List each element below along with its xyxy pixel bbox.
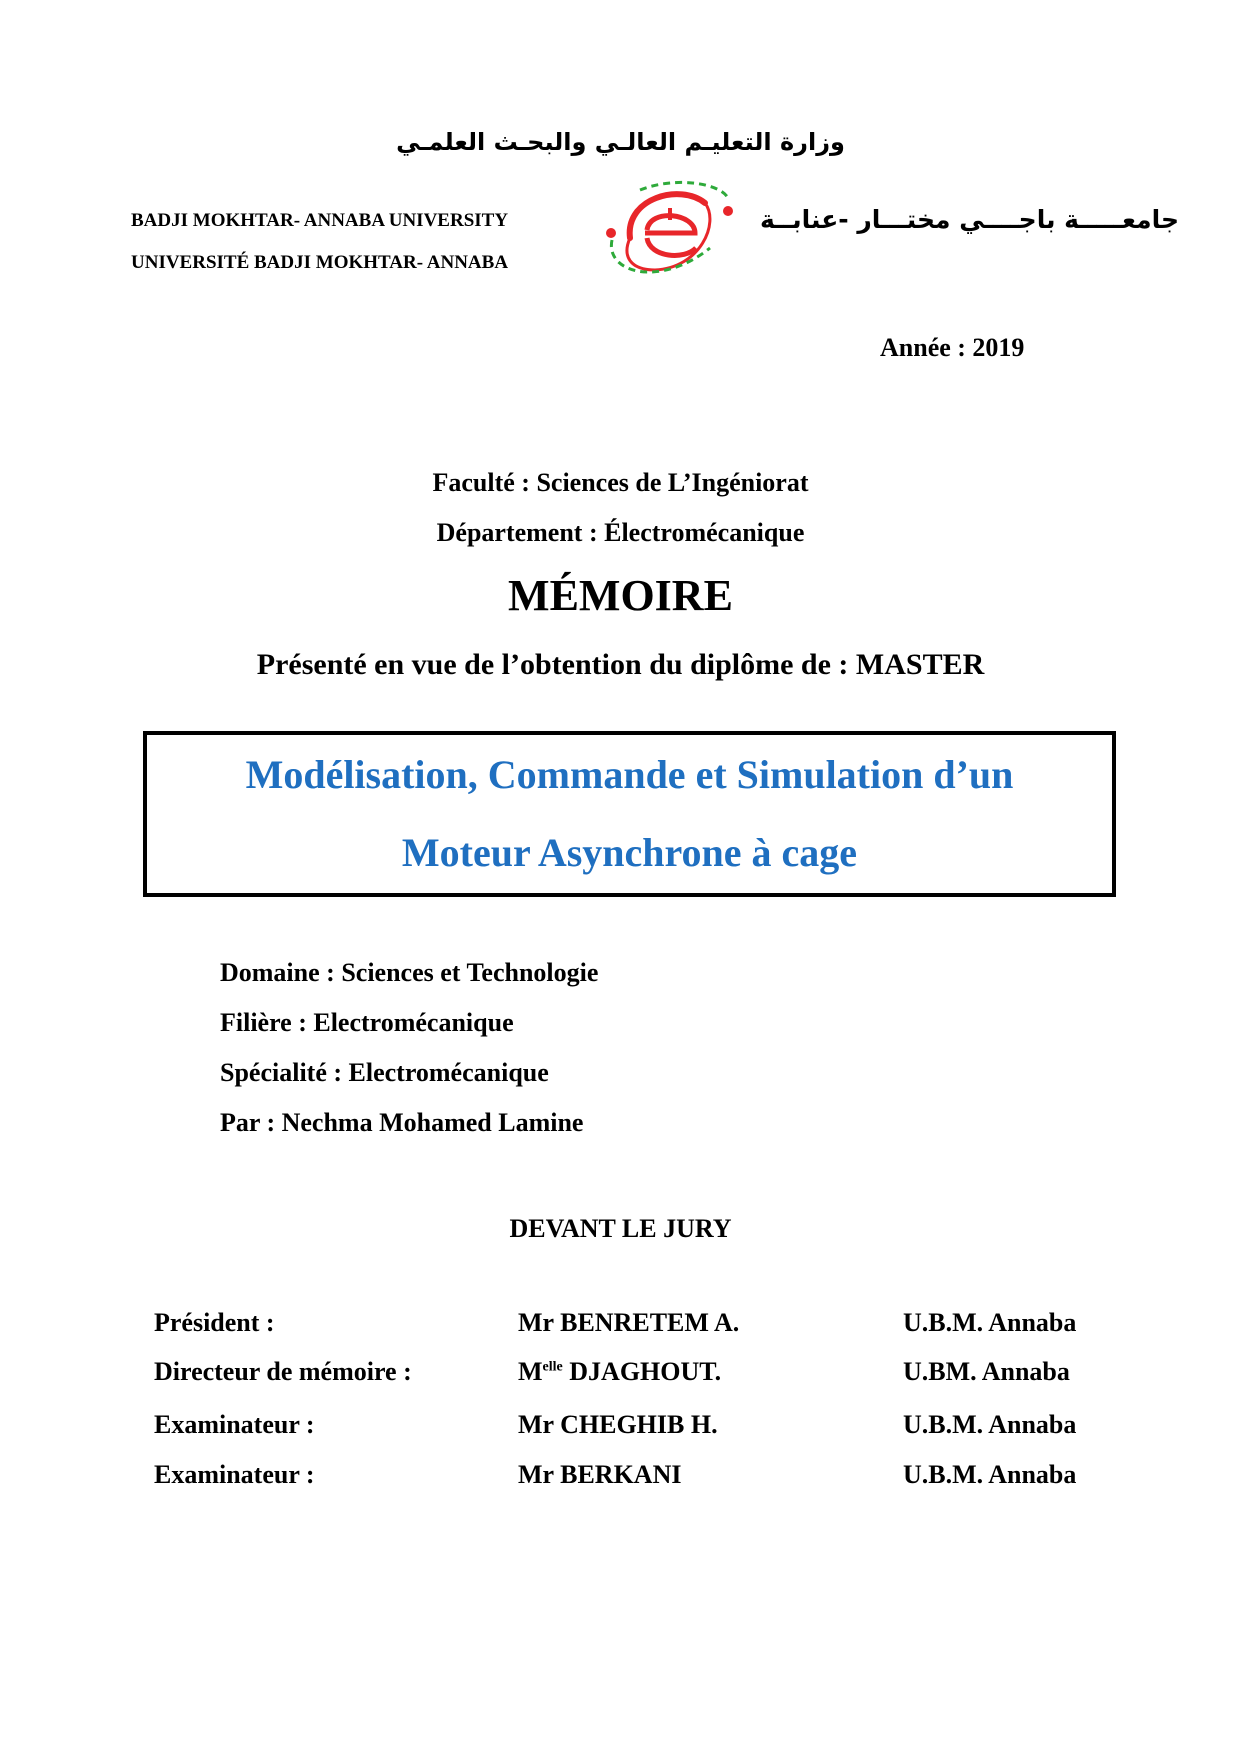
jury-role: Examinateur : [154,1460,315,1489]
ministry-title-ar: وزارة التعليـم العالـي والبحـث العلمـي [396,128,845,156]
jury-role: Directeur de mémoire : [154,1357,412,1386]
jury-role: Président : [154,1308,275,1337]
department: Département : Électromécanique [436,518,805,547]
jury-name: Mr BENRETEM A. [518,1308,740,1337]
jury-name: Mr BERKANI [518,1460,682,1489]
jury-name-sup: elle [542,1359,563,1375]
degree-statement: Présenté en vue de l’obtention du diplôme de : MASTER [256,648,985,681]
university-name-fr: UNIVERSITÉ BADJI MOKHTAR- ANNABA [131,252,509,273]
jury-name [518,1357,721,1387]
faculty: Faculté : Sciences de L’Ingéniorat [432,468,809,497]
jury-name-prefix: M [518,1357,543,1386]
field: Filière : Electromécanique [220,1008,514,1037]
thesis-title-line-2: Moteur Asynchrone à cage [401,830,858,875]
domain: Domaine : Sciences et Technologie [220,958,599,987]
author: Par : Nechma Mohamed Lamine [220,1108,584,1137]
jury-affiliation: U.BM. Annaba [903,1357,1070,1386]
thesis-title-box [143,731,1116,897]
specialty: Spécialité : Electromécanique [220,1058,549,1087]
jury-heading: DEVANT LE JURY [509,1214,732,1243]
document-type: MÉMOIRE [508,571,733,620]
thesis-title-line-1: Modélisation, Commande et Simulation d’un [245,752,1014,797]
jury-role: Examinateur : [154,1410,315,1439]
jury-name: Mr CHEGHIB H. [518,1410,718,1439]
jury-affiliation: U.B.M. Annaba [903,1460,1077,1489]
jury-affiliation: U.B.M. Annaba [903,1410,1077,1439]
university-name-en: BADJI MOKHTAR- ANNABA UNIVERSITY [131,210,509,231]
university-logo [600,178,735,290]
jury-name-rest: DJAGHOUT. [562,1357,722,1386]
year: Année : 2019 [880,333,1025,362]
university-name-ar: جامعـــــة باجــــي مختـــار -عنابــة [760,205,1180,234]
jury-affiliation: U.B.M. Annaba [903,1308,1077,1337]
